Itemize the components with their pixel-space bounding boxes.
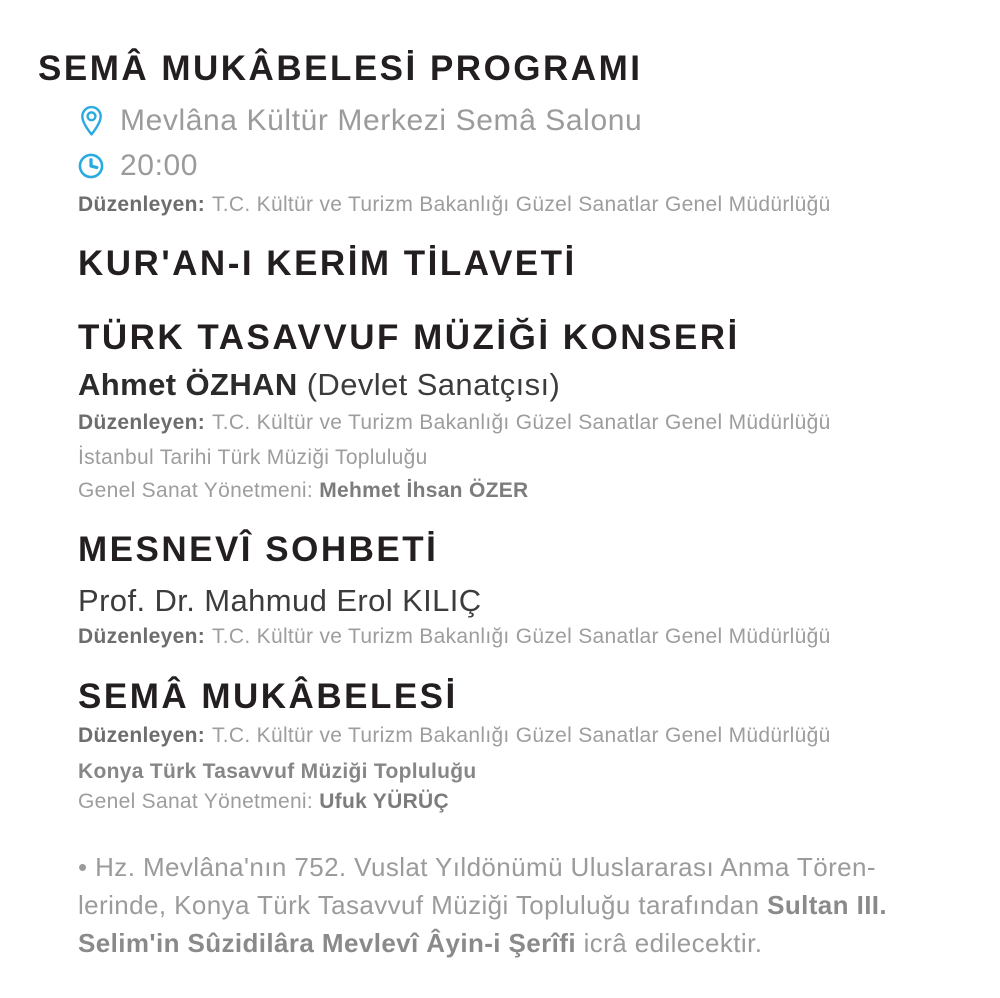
director-line	[78, 789, 960, 815]
organizer-line	[78, 723, 960, 749]
section-title-tasavvuf-konseri: TÜRK TASAVVUF MÜZİĞİ KONSERİ	[78, 318, 740, 357]
section-title-mesnevi-sohbeti: MESNEVÎ SOHBETİ	[78, 530, 439, 569]
section-title-kuran-tilaveti: KUR'AN-I KERİM TİLAVETİ	[78, 244, 577, 283]
director-name: Mehmet İhsan ÖZER	[319, 479, 529, 502]
section-title-sema-mukabelesi: SEMÂ MUKÂBELESİ	[78, 677, 458, 716]
organizer-line	[78, 192, 960, 218]
ensemble-line: Konya Türk Tasavvuf Müziği Topluluğu	[78, 760, 477, 783]
time-text: 20:00	[120, 149, 199, 182]
organizer-value: T.C. Kültür ve Turizm Bakanlığı Güzel Sanatlar Genel Müdürlüğü	[212, 625, 831, 648]
clock-icon	[78, 153, 104, 179]
venue-text: Mevlâna Kültür Merkezi Semâ Salonu	[120, 104, 643, 137]
note-line-2: lerinde, Konya Türk Tasavvuf Müziği Topluluğu tarafından Sultan III.	[78, 890, 888, 920]
page-title: SEMÂ MUKÂBELESİ PROGRAMI	[38, 49, 643, 88]
note-line-1: • Hz. Mevlâna'nın 752. Vuslat Yıldönümü Uluslararası Anma Tören-	[78, 852, 876, 882]
ensemble-line: İstanbul Tarihi Türk Müziği Topluluğu	[78, 446, 428, 469]
time-row	[78, 148, 960, 184]
director-label: Genel Sanat Yönetmeni:	[78, 479, 314, 502]
venue-row	[78, 102, 960, 140]
director-name: Ufuk YÜRÜÇ	[319, 790, 449, 813]
director-label: Genel Sanat Yönetmeni:	[78, 790, 314, 813]
organizer-label: Düzenleyen:	[78, 193, 205, 216]
organizer-value: T.C. Kültür ve Turizm Bakanlığı Güzel Sanatlar Genel Müdürlüğü	[212, 193, 831, 216]
organizer-label: Düzenleyen:	[78, 724, 205, 747]
footer-note	[78, 848, 960, 962]
organizer-label: Düzenleyen:	[78, 411, 205, 434]
performer-line	[78, 366, 960, 404]
organizer-line	[78, 410, 960, 436]
organizer-value: T.C. Kültür ve Turizm Bakanlığı Güzel Sanatlar Genel Müdürlüğü	[212, 724, 831, 747]
organizer-value: T.C. Kültür ve Turizm Bakanlığı Güzel Sanatlar Genel Müdürlüğü	[212, 411, 831, 434]
organizer-label: Düzenleyen:	[78, 625, 205, 648]
location-pin-icon	[78, 105, 104, 137]
director-line	[78, 478, 960, 504]
performer-name: Prof. Dr. Mahmud Erol KILIÇ	[78, 583, 482, 618]
performer-name: Ahmet ÖZHAN	[78, 367, 298, 402]
note-line-3: Selim'in Sûzidilâra Mevlevî Âyin-i Şerîfi icrâ edilecektir.	[78, 928, 763, 958]
organizer-line	[78, 624, 960, 650]
performer-line	[78, 582, 960, 620]
performer-note: (Devlet Sanatçısı)	[306, 367, 561, 402]
